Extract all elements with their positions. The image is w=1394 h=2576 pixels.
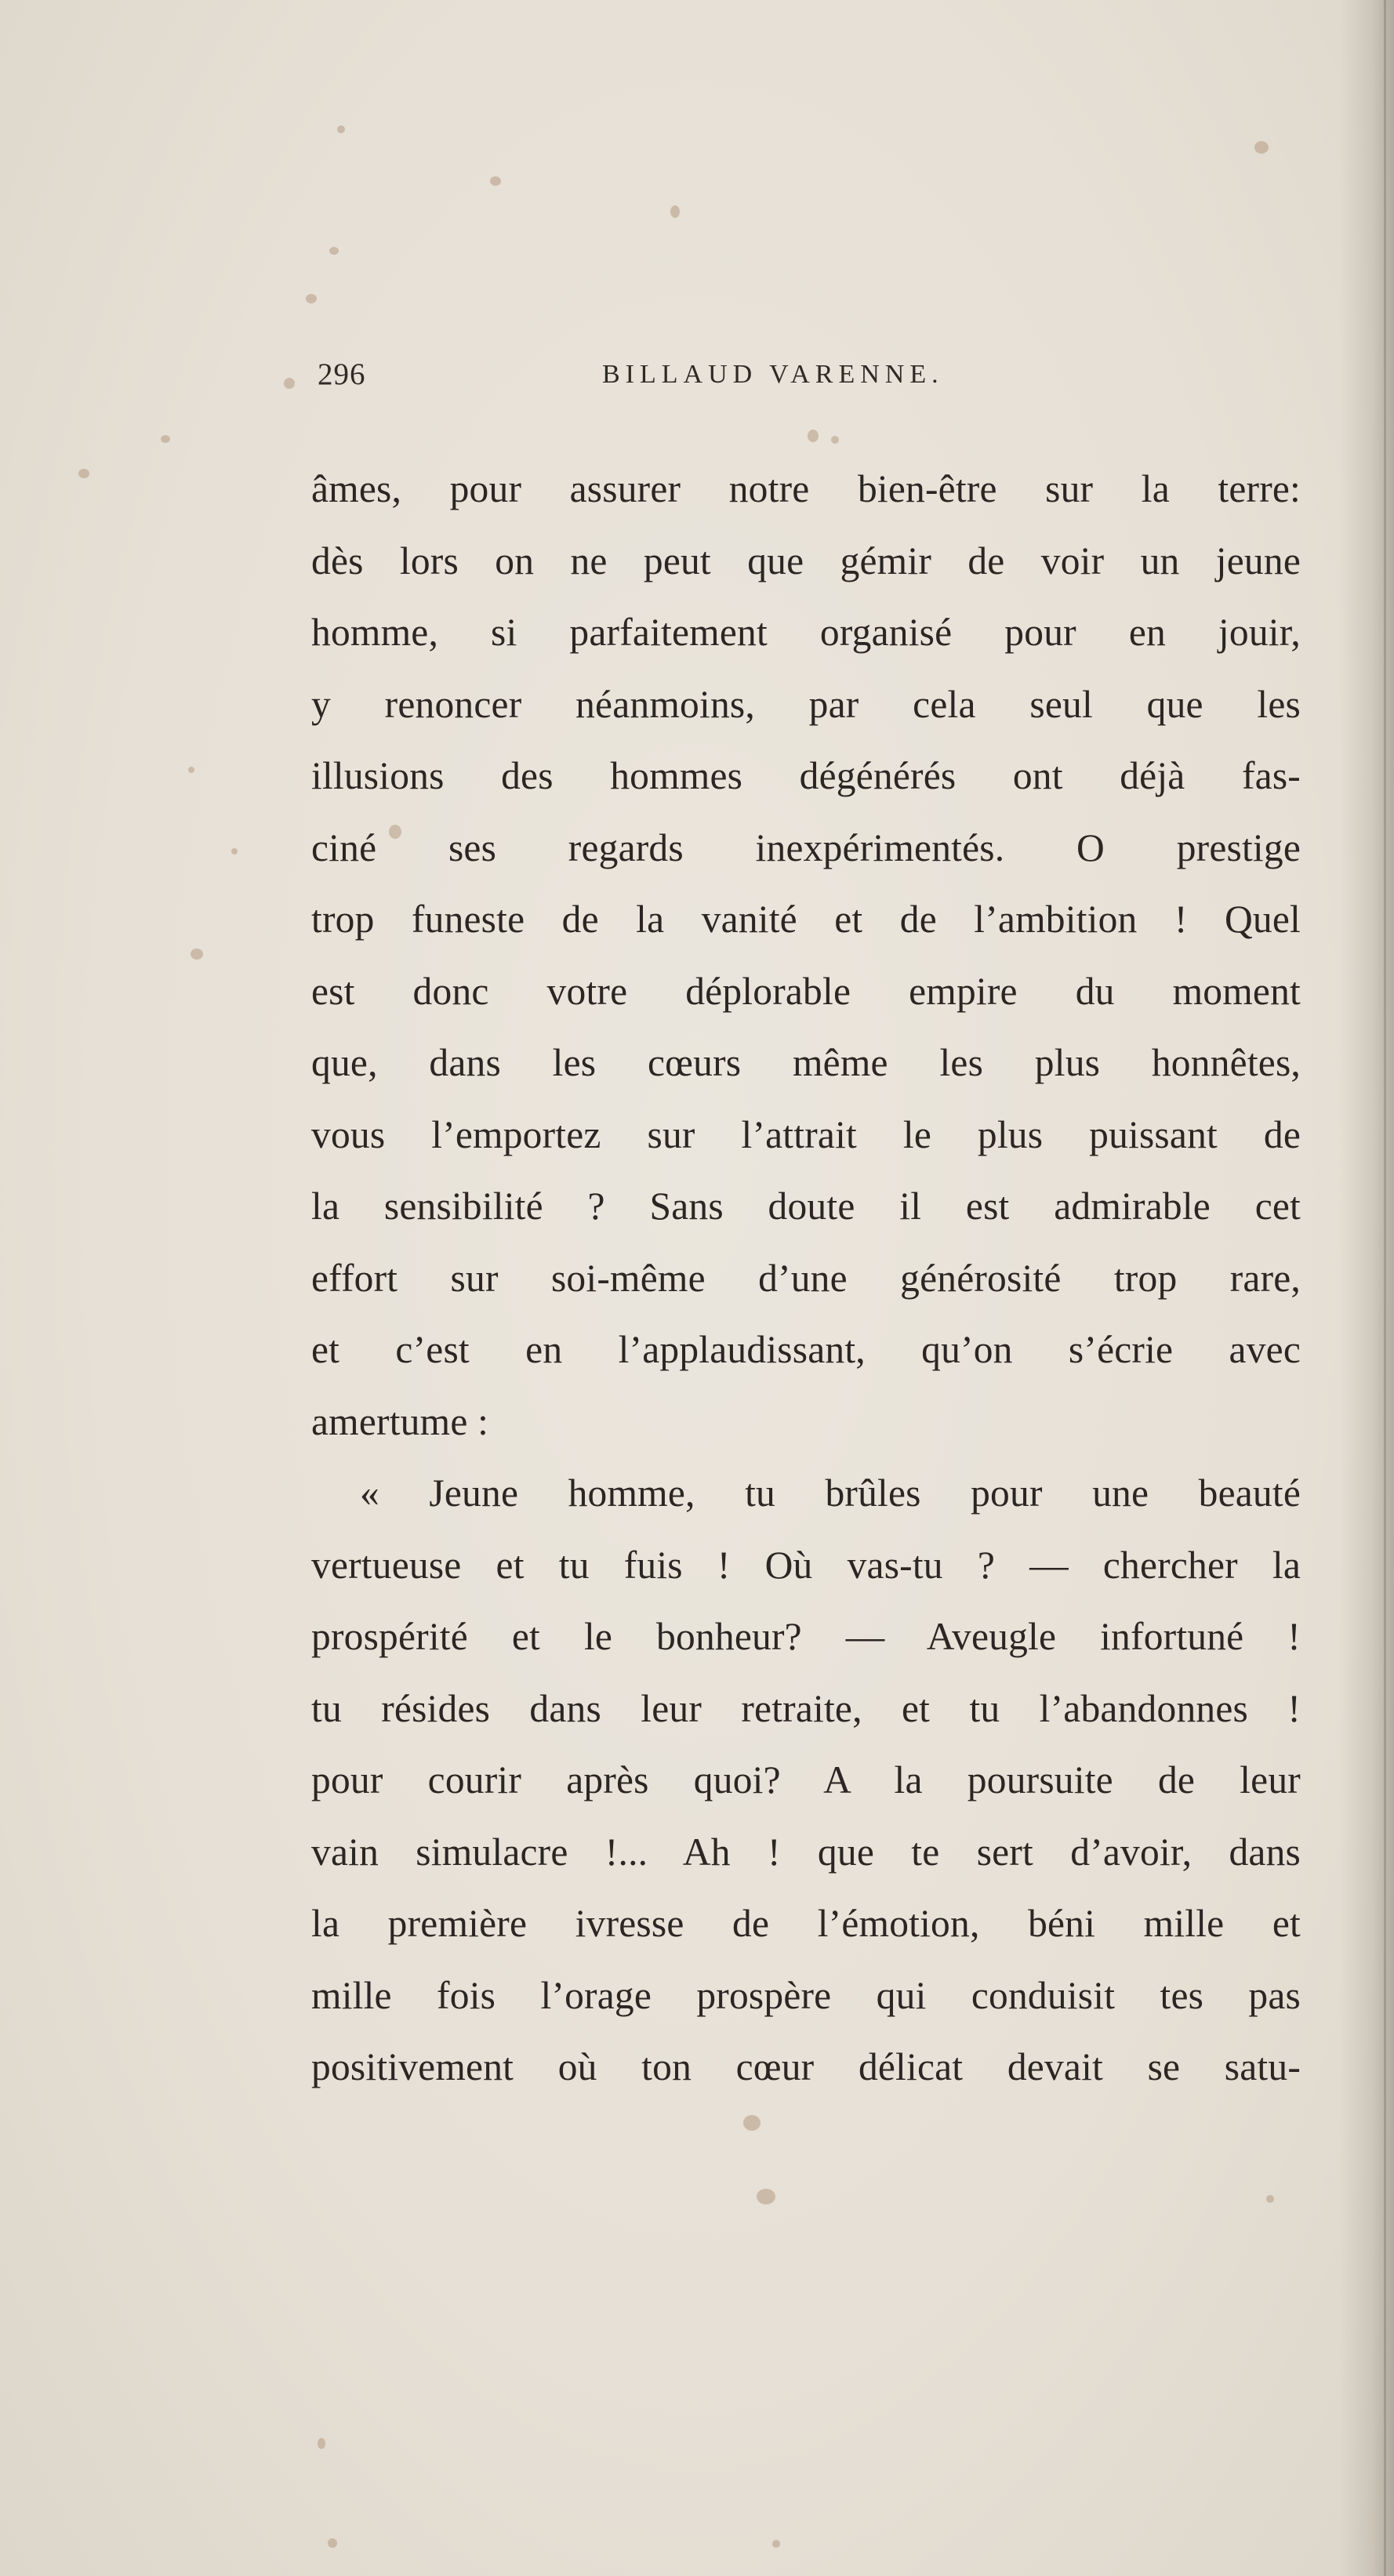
text-line: mille fois l’orage prospère qui conduisit tes pas <box>311 1973 1301 2017</box>
text-line: vertueuse et tu fuis ! Où vas-tu ? — chercher la <box>311 1543 1301 1587</box>
foxing-spot <box>757 2189 775 2204</box>
paragraph <box>311 1457 1301 2103</box>
foxing-spot <box>1254 141 1269 154</box>
text-line: prospérité et le bonheur? — Aveugle infortuné ! <box>311 1615 1301 1658</box>
foxing-spot <box>188 767 194 773</box>
foxing-spot <box>743 2115 761 2131</box>
text-line: effort sur soi-même d’une générosité trop rare, <box>311 1256 1301 1300</box>
foxing-spot <box>772 2540 780 2548</box>
foxing-spot <box>337 125 345 133</box>
body-text <box>311 453 1301 2103</box>
foxing-spot <box>670 205 680 218</box>
foxing-spot <box>78 469 89 478</box>
text-line: âmes, pour assurer notre bien-être sur la terre: <box>311 467 1301 510</box>
paragraph <box>311 453 1301 1457</box>
foxing-spot <box>329 247 339 255</box>
text-line: tu résides dans leur retraite, et tu l’abandonnes ! <box>311 1686 1301 1730</box>
text-line: la sensibilité ? Sans doute il est admirable cet <box>311 1185 1301 1228</box>
text-line: illusions des hommes dégénérés ont déjà fas- <box>311 754 1301 797</box>
text-line: et c’est en l’applaudissant, qu’on s’écrie avec <box>311 1328 1301 1371</box>
running-head: BILLAUD VARENNE. <box>602 360 944 389</box>
text-line: trop funeste de la vanité et de l’ambition ! Quel <box>311 898 1301 941</box>
text-line: vain simulacre !... Ah ! que te sert d’avoir, dans <box>311 1830 1301 1874</box>
text-line: ciné ses regards inexpérimentés. O prestige <box>311 825 1301 869</box>
text-line: « Jeune homme, tu brûles pour une beauté <box>360 1471 1301 1515</box>
foxing-spot <box>1266 2195 1274 2203</box>
foxing-spot <box>191 949 203 960</box>
foxing-spot <box>318 2438 325 2449</box>
text-line: vous l’emportez sur l’attrait le plus puissant de <box>311 1112 1301 1156</box>
text-line: la première ivresse de l’émotion, béni mille et <box>311 1902 1301 1945</box>
text-line: y renoncer néanmoins, par cela seul que les <box>311 682 1301 726</box>
text-line: dès lors on ne peut que gémir de voir un jeune <box>311 539 1301 582</box>
page-header <box>0 357 1394 404</box>
text-line: pour courir après quoi? A la poursuite de leur <box>311 1758 1301 1801</box>
text-line: amertume : <box>311 1399 489 1443</box>
text-line: est donc votre déplorable empire du moment <box>311 969 1301 1013</box>
foxing-spot <box>328 2538 337 2548</box>
foxing-spot <box>161 435 170 443</box>
text-line: que, dans les cœurs même les plus honnêtes, <box>311 1041 1301 1084</box>
text-line: homme, si parfaitement organisé pour en jouir, <box>311 611 1301 654</box>
foxing-spot <box>831 436 839 444</box>
foxing-spot <box>490 176 501 186</box>
foxing-spot <box>306 294 317 303</box>
text-line: positivement où ton cœur délicat devait se satu- <box>311 2045 1301 2088</box>
foxing-spot <box>808 430 819 442</box>
foxing-spot <box>231 848 238 854</box>
page-number: 296 <box>318 357 366 391</box>
